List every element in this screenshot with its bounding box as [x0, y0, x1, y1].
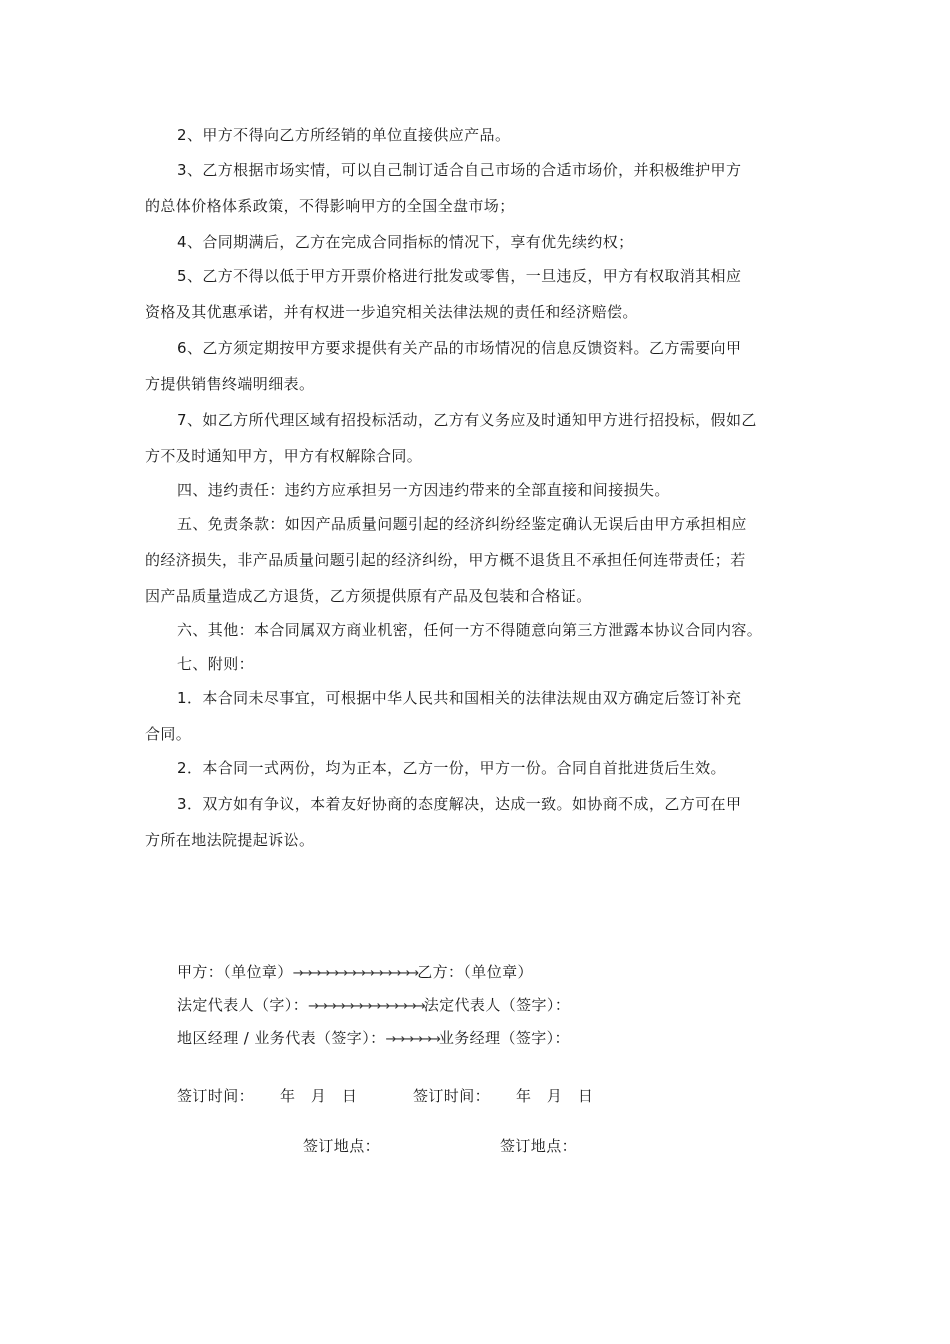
- section-5-line-2: 的经济损失，非产品质量问题引起的经济纠纷，甲方概不退货且不承担任何连带责任；若: [145, 551, 746, 569]
- section-5-line-1: 五、免责条款：如因产品质量问题引起的经济纠纷经鉴定确认无误后由甲方承担相应: [177, 515, 747, 533]
- signature-row-representatives: [177, 995, 570, 1017]
- clause-4: 4、合同期满后，乙方在完成合同指标的情况下，享有优先续约权；: [177, 233, 634, 251]
- party-b-manager-label: 业务经理（签字）：: [438, 1029, 570, 1047]
- party-b-seal-label: 乙方：（单位章）: [417, 963, 533, 981]
- appendix-1-line-1: 1．本合同未尽事宜，可根据中华人民共和国相关的法律法规由双方确定后签订补充: [177, 689, 742, 707]
- signature-row-parties: [177, 962, 533, 984]
- section-4-liability: 四、违约责任：违约方应承担另一方因违约带来的全部直接和间接损失。: [177, 481, 670, 499]
- clause-3-line-2: 的总体价格体系政策，不得影响甲方的全国全盘市场；: [145, 197, 515, 215]
- clause-7-line-1: 7、如乙方所代理区域有招投标活动，乙方有义务应及时通知甲方进行招投标，假如乙: [177, 411, 757, 429]
- sign-date-a-label: 签订时间：: [177, 1087, 255, 1105]
- clause-2: 2、甲方不得向乙方所经销的单位直接供应产品。: [177, 126, 511, 144]
- party-a-seal-label: 甲方：（单位章）: [177, 963, 293, 981]
- sign-place-b: 签订地点：: [500, 1137, 578, 1155]
- party-a-rep-label: 法定代表人（字）：: [177, 996, 309, 1014]
- party-a-manager-label: 地区经理 / 业务代表（签字）：: [177, 1029, 386, 1047]
- clause-7-line-2: 方不及时通知甲方，甲方有权解除合同。: [145, 447, 423, 465]
- sign-date-a: [177, 1086, 357, 1106]
- clause-6-line-1: 6、乙方须定期按甲方要求提供有关产品的市场情况的信息反馈资料。乙方需要向甲: [177, 339, 742, 357]
- appendix-3-line-1: 3．双方如有争议，本着友好协商的态度解决，达成一致。如协商不成，乙方可在甲: [177, 795, 742, 813]
- clause-5-line-1: 5、乙方不得以低于甲方开票价格进行批发或零售，一旦违反，甲方有权取消其相应: [177, 267, 742, 285]
- party-b-rep-label: 法定代表人（签字）：: [423, 996, 571, 1014]
- appendix-2: 2．本合同一式两份，均为正本，乙方一份，甲方一份。合同自首批进货后生效。: [177, 759, 726, 777]
- appendix-1-line-2: 合同。: [145, 725, 192, 743]
- clause-3-line-1: 3、乙方根据市场实情，可以自己制订适合自己市场的合适市场价，并积极维护甲方: [177, 161, 742, 179]
- signature-row-managers: [177, 1028, 570, 1050]
- appendix-3-line-2: 方所在地法院提起诉讼。: [145, 831, 315, 849]
- section-6-other: 六、其他：本合同属双方商业机密，任何一方不得随意向第三方泄露本协议合同内容。: [177, 621, 763, 639]
- sign-date-b: [413, 1086, 593, 1106]
- tab-arrows-icon: →→→→→→→→→→→→→→: [292, 966, 418, 981]
- section-7-heading: 七、附则：: [177, 655, 255, 673]
- clause-5-line-2: 资格及其优惠承诺，并有权进一步追究相关法律法规的责任和经济赔偿。: [145, 303, 638, 321]
- sign-date-a-ymd: 年 月 日: [280, 1087, 358, 1105]
- sign-date-b-label: 签订时间：: [413, 1087, 491, 1105]
- sign-place-a: 签订地点：: [303, 1137, 381, 1155]
- sign-date-b-ymd: 年 月 日: [516, 1087, 594, 1105]
- clause-6-line-2: 方提供销售终端明细表。: [145, 375, 315, 393]
- tab-arrows-icon: →→→→→→→→→→→→→: [308, 999, 424, 1014]
- tab-arrows-icon: →→→→→→: [385, 1032, 439, 1047]
- section-5-line-3: 因产品质量造成乙方退货，乙方须提供原有产品及包装和合格证。: [145, 587, 592, 605]
